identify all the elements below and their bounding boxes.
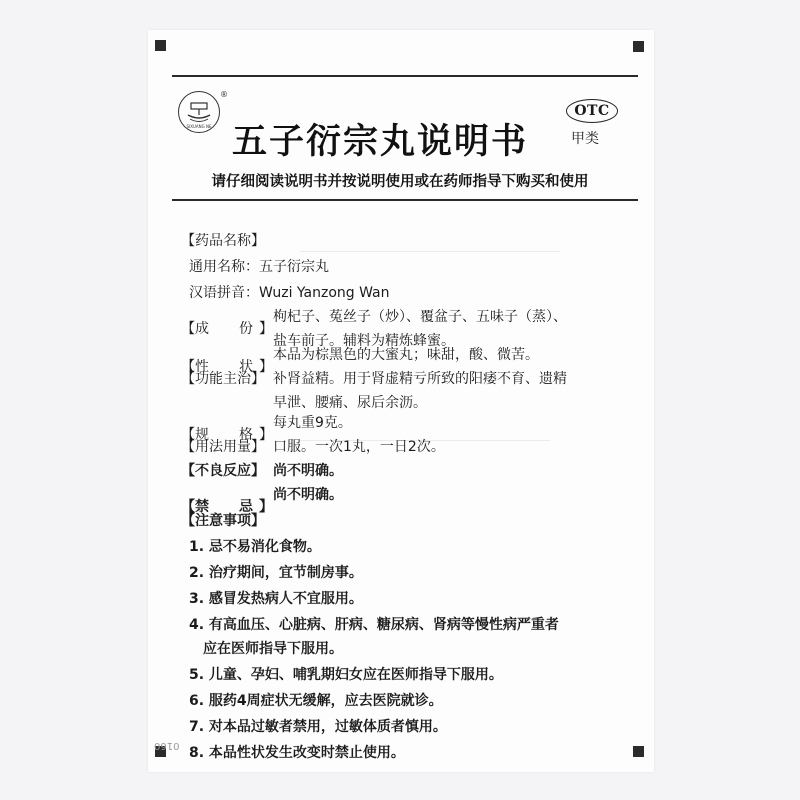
subtitle: 请仔细阅读说明书并按说明使用或在药师指导下购买和使用 [211,174,589,190]
precautions-heading: 【注意事项】 [181,513,265,529]
crop-mark-bottom-right [633,746,644,757]
precaution-item: 7. 对本品过敏者禁用，过敏体质者慎用。 [189,719,447,735]
precaution-item: 6. 服药4周症状无缓解，应去医院就诊。 [189,693,443,709]
indications-line-1: 补肾益精。用于肾虚精亏所致的阳痿不育、遗精 [273,371,567,387]
precaution-item: 4. 有高血压、心脏病、肝病、糖尿病、肾病等慢性病严重者 [189,617,559,633]
top-rule [172,75,638,77]
crop-mark-top-left [155,40,166,51]
ingredients-line-2: 盐车前子。辅料为精炼蜂蜜。 [273,333,455,349]
indications-line-2: 早泄、腰痛、尿后余沥。 [273,395,427,411]
logo-caption: SIXUANG NE [186,124,212,129]
page-mark: 0160 [154,740,180,751]
registered-mark: ® [220,90,228,99]
adverse-value: 尚不明确。 [273,463,343,479]
crop-mark-top-right [633,41,644,52]
dosage-value: 口服。一次1丸，一日2次。 [273,439,445,455]
precaution-item: 5. 儿童、孕妇、哺乳期妇女应在医师指导下服用。 [189,667,503,683]
appearance-row: 【 性 状 】 [181,359,273,375]
otc-category: 甲类 [571,131,599,147]
spec-row: 【 规 格 】 [181,427,273,443]
pinyin-name: 汉语拼音：Wuzi Yanzong Wan [189,285,390,301]
section-heading-drug-name: 【药品名称】 [181,233,265,249]
show-through-lines [300,200,560,252]
ingredients-line-1: 枸杞子、菟丝子（炒）、覆盆子、五味子（蒸）、 [273,309,567,325]
spec-value: 每丸重9克。 [273,415,352,431]
indications-label: 【功能主治】 [181,371,265,387]
precaution-item: 3. 感冒发热病人不宜服用。 [189,591,363,607]
generic-name: 通用名称：五子衍宗丸 [189,259,329,275]
dosage-label: 【用法用量】 [181,439,265,455]
appearance-value: 本品为棕黑色的大蜜丸；味甜，酸、微苦。 [273,347,539,363]
precaution-item: 8. 本品性状发生改变时禁止使用。 [189,745,405,761]
adverse-label: 【不良反应】 [181,463,265,479]
contra-row: 【 禁 忌 】 [181,499,273,515]
page-title: 五子衍宗丸说明书 [232,122,529,162]
otc-badge: OTC [566,99,618,123]
contra-value: 尚不明确。 [273,487,343,503]
precaution-item: 2. 治疗期间，宜节制房事。 [189,565,363,581]
ingredients-row: 【 成 份 】 [181,321,273,337]
precaution-item-continued: 应在医师指导下服用。 [203,641,343,657]
precaution-item: 1. 忌不易消化食物。 [189,539,321,555]
header-rule [172,199,638,201]
